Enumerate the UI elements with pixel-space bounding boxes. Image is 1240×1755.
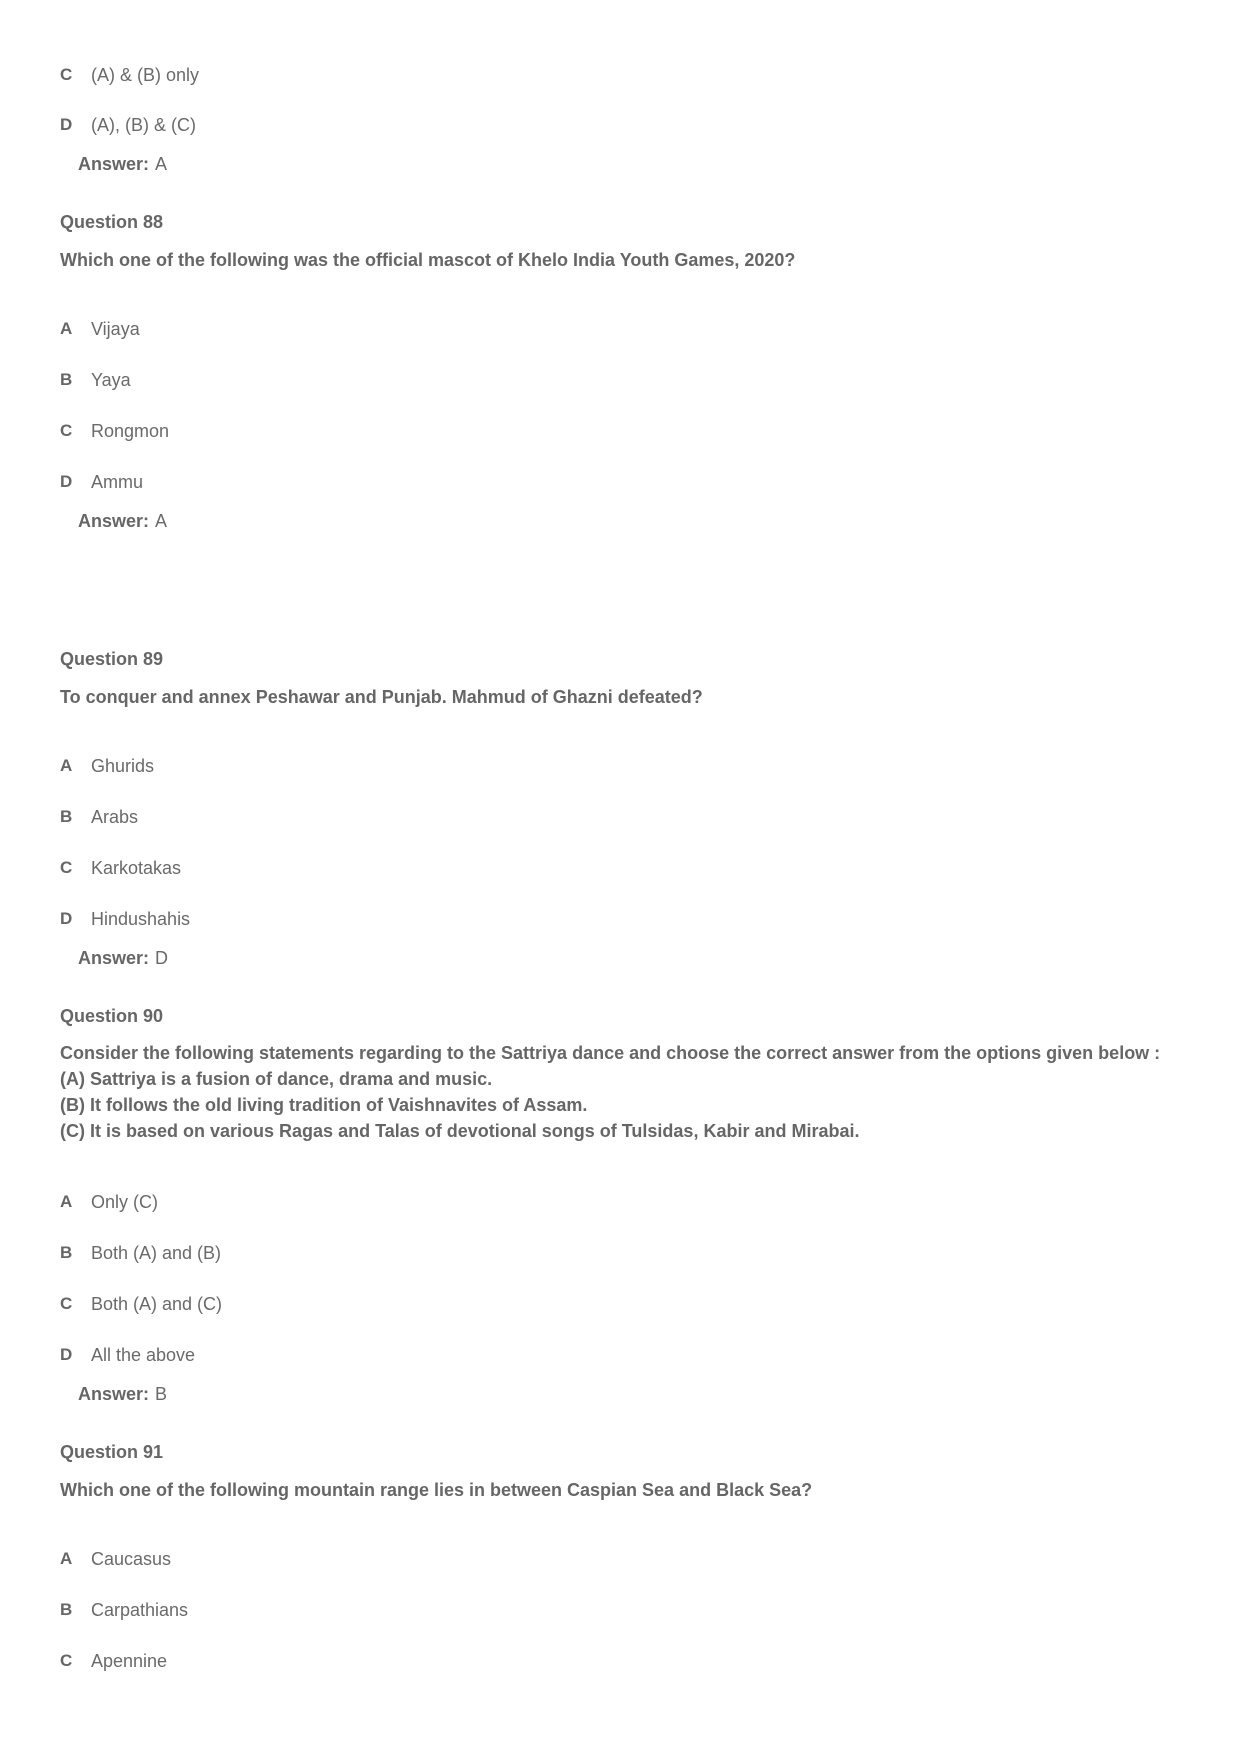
option-letter: C	[60, 421, 73, 440]
document-page	[60, 0, 1180, 1755]
option-text: Apennine	[91, 1650, 168, 1671]
option-letter: A	[60, 756, 73, 775]
option-d	[60, 904, 190, 934]
answer-value: A	[155, 153, 168, 174]
option-letter: A	[60, 1549, 73, 1568]
option-c	[60, 1289, 222, 1319]
option-a	[60, 314, 140, 344]
answer	[78, 506, 167, 536]
option-text: Both (A) and (B)	[91, 1242, 222, 1263]
option-b	[60, 365, 131, 395]
question-text-line: Which one of the following was the official mascot of Khelo India Youth Games, 2020?	[60, 250, 796, 270]
option-text: Yaya	[91, 369, 131, 390]
option-text: Rongmon	[91, 420, 170, 441]
question-statement-b: (B) It follows the old living tradition of Vaishnavites of Assam.	[60, 1095, 588, 1115]
option-letter: B	[60, 1600, 73, 1619]
option-text: Caucasus	[91, 1548, 172, 1569]
option-b	[60, 802, 138, 832]
option-text: Hindushahis	[91, 908, 191, 929]
answer-value: A	[155, 510, 168, 531]
option-letter: B	[60, 370, 73, 389]
option-letter: B	[60, 1243, 73, 1262]
option-text: Ghurids	[91, 755, 155, 776]
option-a	[60, 1544, 171, 1574]
option-d	[60, 467, 143, 497]
option-text: Carpathians	[91, 1599, 189, 1620]
answer	[78, 943, 168, 973]
option-letter: D	[60, 909, 73, 928]
option-letter: B	[60, 807, 73, 826]
option-letter: C	[60, 1651, 73, 1670]
answer-value: B	[155, 1383, 168, 1404]
option-b	[60, 1595, 188, 1625]
question-title: Question 90	[60, 1005, 164, 1026]
option-letter: C	[60, 65, 73, 84]
option-b	[60, 1238, 221, 1268]
option-text: (A), (B) & (C)	[91, 114, 196, 135]
question-text-line: Consider the following statements regarding to the Sattriya dance and choose the correct answer from the options given below :	[60, 1043, 1161, 1063]
answer	[78, 149, 167, 179]
option-d	[60, 110, 196, 140]
option-letter: D	[60, 115, 73, 134]
option-d	[60, 1340, 195, 1370]
option-text: Vijaya	[91, 318, 140, 339]
question-text	[60, 1477, 1180, 1503]
option-c	[60, 853, 181, 883]
option-letter: A	[60, 319, 73, 338]
option-text: Only (C)	[91, 1191, 158, 1212]
option-c	[60, 60, 199, 90]
question-title: Question 91	[60, 1441, 164, 1462]
option-text: Karkotakas	[91, 857, 182, 878]
option-text: Ammu	[91, 471, 144, 492]
option-letter: C	[60, 1294, 73, 1313]
question-statement-a: (A) Sattriya is a fusion of dance, drama and music.	[60, 1069, 493, 1089]
answer	[78, 1379, 167, 1409]
answer-label: Answer:	[78, 153, 150, 174]
option-a	[60, 751, 154, 781]
question-statement-c: (C) It is based on various Ragas and Talas of devotional songs of Tulsidas, Kabir and Mirabai.	[60, 1121, 860, 1141]
question-text	[60, 1040, 1180, 1144]
option-text: Arabs	[91, 806, 139, 827]
option-c	[60, 1646, 167, 1676]
option-letter: D	[60, 472, 73, 491]
option-a	[60, 1187, 158, 1217]
question-title: Question 88	[60, 211, 164, 232]
option-text: All the above	[91, 1344, 196, 1365]
question-text-line: To conquer and annex Peshawar and Punjab. Mahmud of Ghazni defeated?	[60, 687, 703, 707]
answer-label: Answer:	[78, 947, 150, 968]
option-letter: A	[60, 1192, 73, 1211]
option-text: Both (A) and (C)	[91, 1293, 223, 1314]
answer-value: D	[155, 947, 169, 968]
question-text	[60, 247, 1180, 273]
question-text	[60, 684, 1180, 710]
question-title: Question 89	[60, 648, 164, 669]
option-letter: D	[60, 1345, 73, 1364]
answer-label: Answer:	[78, 510, 150, 531]
question-text-line: Which one of the following mountain range lies in between Caspian Sea and Black Sea?	[60, 1480, 813, 1500]
option-c	[60, 416, 169, 446]
option-text: (A) & (B) only	[91, 64, 200, 85]
option-letter: C	[60, 858, 73, 877]
answer-label: Answer:	[78, 1383, 150, 1404]
